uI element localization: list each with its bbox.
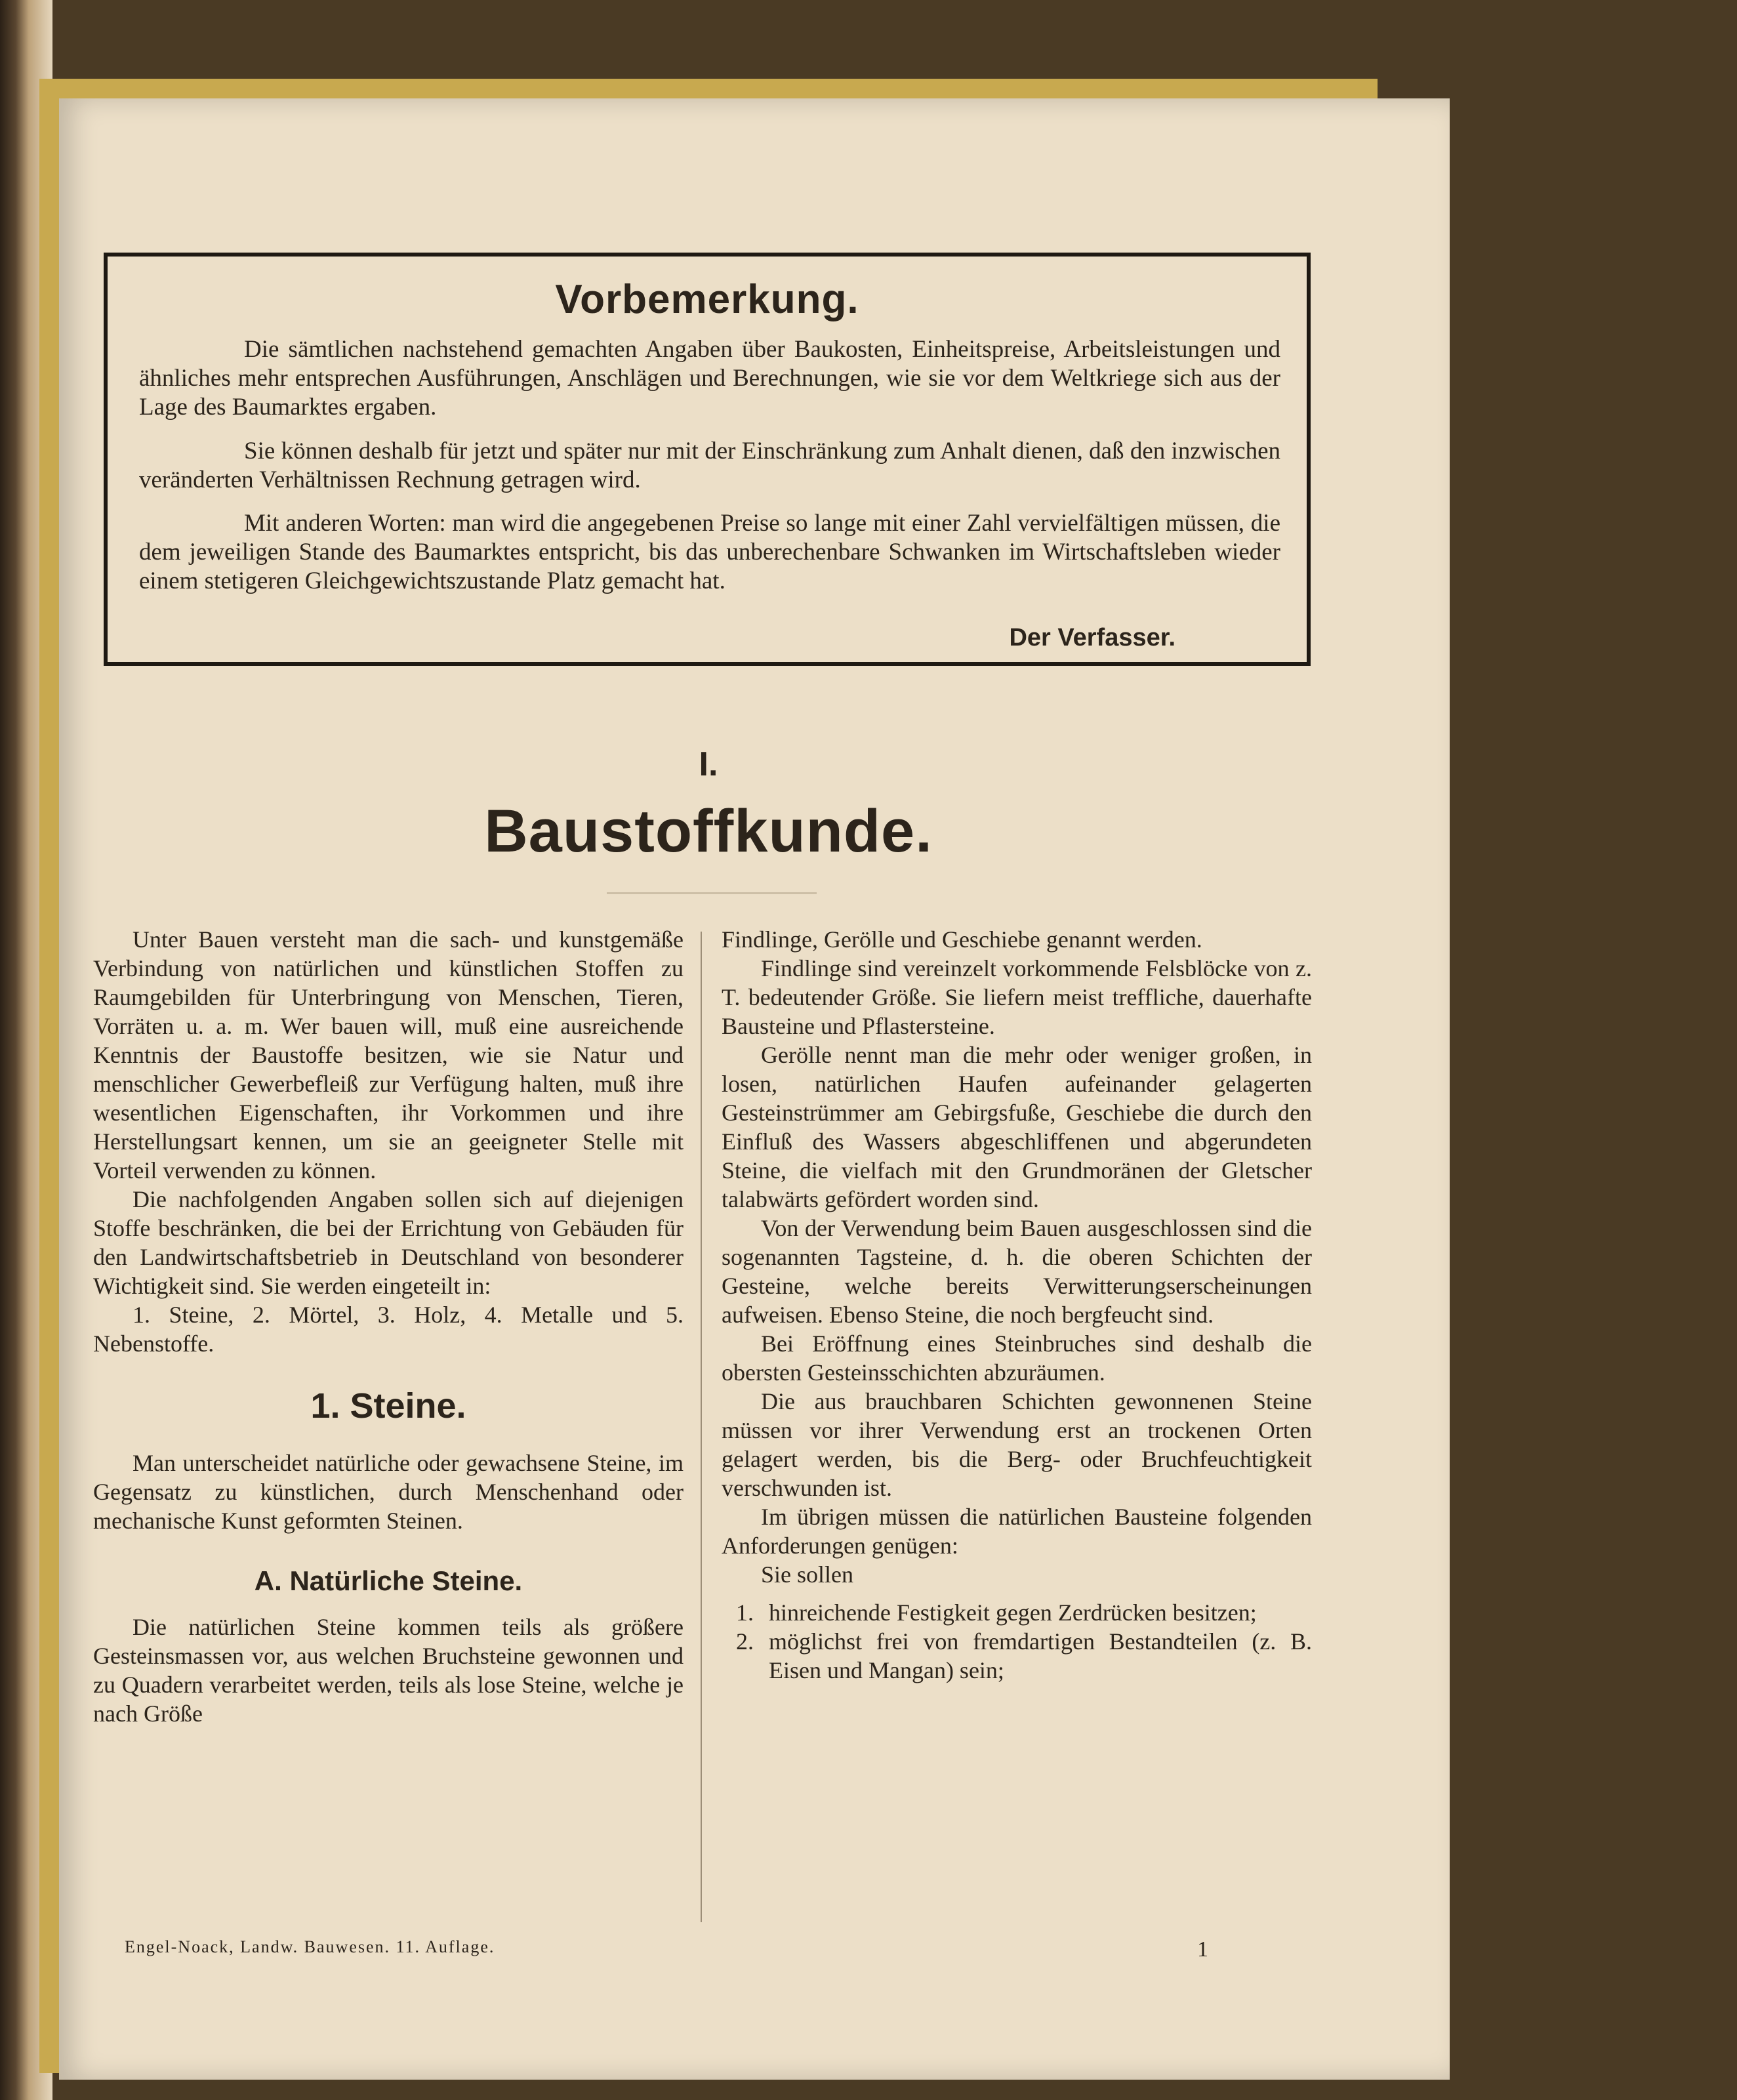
right-paragraph-8: Sie sollen <box>761 1561 853 1588</box>
right-paragraph-7: Im übrigen müssen die natürlichen Bausteine folgenden Anforderungen genügen: <box>722 1504 1312 1559</box>
section-heading: 1. Steine. <box>310 1386 466 1426</box>
subsection-heading: A. Natürliche Steine. <box>254 1565 523 1596</box>
right-paragraph-1: Findlinge, Gerölle und Geschiebe genannt werden. <box>722 926 1202 953</box>
right-paragraph-3: Gerölle nennt man die mehr oder weniger großen, in losen, natürlichen Haufen aufeinander gelagerten Gesteinstrümmer am Gebirgsfuße, Geschiebe die durch den Einfluß des Wassers abgeschliffenen und abgerundeten Steine, die vielfach mit den Grundmoränen der Gletscher talabwärts gefördert worden sind. <box>722 1042 1312 1212</box>
list-item-text: hinreichende Festigkeit gegen Zerdrücken besitzen; <box>769 1599 1257 1626</box>
right-paragraph-2: Findlinge sind vereinzelt vorkommende Felsblöcke von z. T. bedeutender Größe. Sie liefern meist treffliche, dauerhafte Bausteine und Pflastersteine. <box>722 955 1312 1039</box>
left-paragraph-5: Die natürlichen Steine kommen teils als größere Gesteinsmassen vor, aus welchen Bruchsteine gewonnen und zu Quadern verarbeitet werden, teils als lose Steine, welche je nach Größe <box>93 1614 684 1727</box>
notice-title: Vorbemerkung. <box>555 277 859 322</box>
title-rule <box>607 892 817 894</box>
preliminary-notice-box <box>104 253 1311 666</box>
notice-signature: Der Verfasser. <box>1009 624 1175 651</box>
notice-paragraph-1: Die sämtlichen nachstehend gemachten Angaben über Baukosten, Einheitspreise, Arbeitsleistungen und ähnliches mehr entsprechen Ausführungen, Anschlägen und Berechnungen, wie sie vor dem Weltkriege sich aus der Lage des Baumarktes ergaben. <box>139 336 1280 421</box>
left-column <box>93 925 684 1728</box>
list-item <box>722 1598 1312 1627</box>
chapter-title: Baustoffkunde. <box>484 798 933 865</box>
footer-signature-line: Engel-Noack, Landw. Bauwesen. 11. Auflage. <box>125 1937 495 1956</box>
right-column <box>722 925 1312 1685</box>
list-item-number: 1. <box>736 1599 754 1626</box>
notice-paragraph-2: Sie können deshalb für jetzt und später nur mit der Einschränkung zum Anhalt dienen, daß den inzwischen veränderten Verhältnissen Rechnung getragen wird. <box>139 438 1280 493</box>
column-divider <box>701 932 702 1922</box>
list-item-number: 2. <box>736 1628 754 1655</box>
right-paragraph-5: Bei Eröffnung eines Steinbruches sind deshalb die obersten Gesteinsschichten abzuräumen. <box>722 1330 1312 1386</box>
right-paragraph-6: Die aus brauchbaren Schichten gewonnenen Steine müssen vor ihrer Verwendung erst an trockenen Orten gelagert werden, bis die Berg- oder Bruchfeuchtigkeit verschwunden ist. <box>722 1388 1312 1501</box>
list-item-text: möglichst frei von fremdartigen Bestandteilen (z. B. Eisen und Mangan) sein; <box>769 1628 1312 1683</box>
chapter-number: I. <box>699 745 718 783</box>
left-paragraph-3: 1. Steine, 2. Mörtel, 3. Holz, 4. Metalle und 5. Nebenstoffe. <box>93 1302 684 1357</box>
left-paragraph-2: Die nachfolgenden Angaben sollen sich auf diejenigen Stoffe beschränken, die bei der Errichtung von Gebäuden für den Landwirtschaftsbetrieb in Deutschland von besonderer Wichtigkeit sind. Sie werden eingeteilt in: <box>93 1186 684 1299</box>
list-item <box>722 1627 1312 1685</box>
left-paragraph-4: Man unterscheidet natürliche oder gewachsene Steine, im Gegensatz zu künstlichen, durch Menschenhand oder mechanische Kunst geformten Steinen. <box>93 1450 684 1534</box>
left-paragraph-1: Unter Bauen versteht man die sach- und kunstgemäße Verbindung von natürlichen und künstlichen Stoffen zu Raumgebilden für Unterbringung von Menschen, Tieren, Vorräten u. a. m. Wer bauen will, muß eine ausreichende Kenntnis der Baustoffe besitzen, wie sie Natur und menschlicher Gewerbefleiß zur Verfügung halten, muß ihre wesentlichen Eigenschaften, ihr Vorkommen und ihre Herstellungsart kennen, um sie an geeigneter Stelle mit Vorteil verwenden zu können. <box>93 926 684 1184</box>
notice-paragraph-3: Mit anderen Worten: man wird die angegebenen Preise so lange mit einer Zahl vervielfältigen müssen, die dem jeweiligen Stande des Baumarktes entspricht, bis das unberechenbare Schwanken im Wirtschaftsleben wieder einem stetigeren Gleichgewichtszustande Platz gemacht hat. <box>139 510 1280 594</box>
requirements-list <box>722 1598 1312 1685</box>
page-number: 1 <box>1197 1937 1208 1962</box>
book-page <box>59 98 1450 2080</box>
right-paragraph-4: Von der Verwendung beim Bauen ausgeschlossen sind die sogenannten Tagsteine, d. h. die oberen Schichten der Gesteine, welche bereits Verwitterungserscheinungen aufweisen. Ebenso Steine, die noch bergfeucht sind. <box>722 1215 1312 1328</box>
